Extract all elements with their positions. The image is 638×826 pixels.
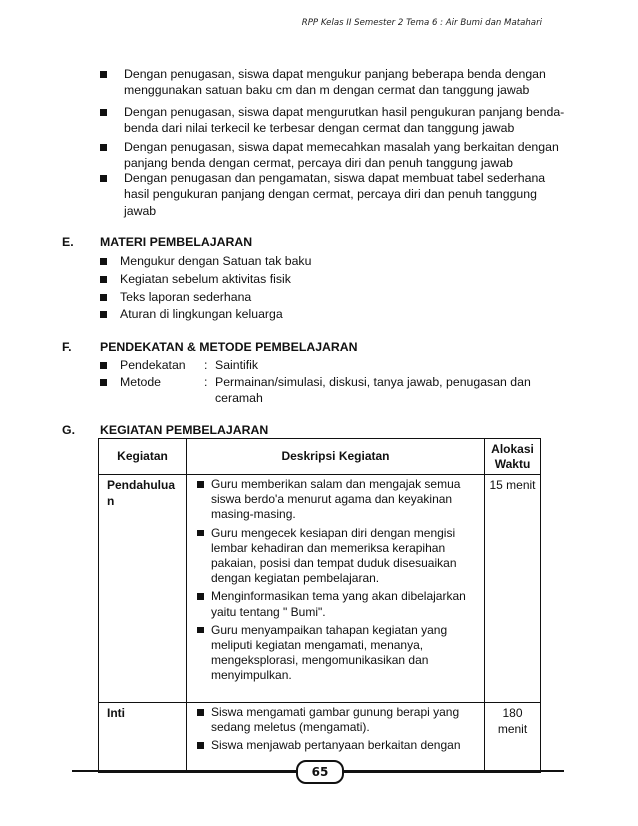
page-number: 65	[296, 760, 344, 784]
desc-bullet	[193, 589, 478, 619]
row-value: Permainan/simulasi, diskusi, tanya jawab, penugasan dan ceramah	[215, 375, 531, 405]
square-bullet-icon	[100, 144, 107, 151]
section-letter: E.	[62, 235, 74, 249]
desc-text: Siswa menjawab pertanyaan berkaitan dengan	[211, 738, 461, 753]
square-bullet-icon	[197, 742, 204, 749]
intro-bullet-text: Dengan penugasan dan pengamatan, siswa dapat membuat tabel sederhana hasil pengukuran panjang dengan cermat, percaya diri dan penuh tanggung jawab	[124, 171, 546, 218]
square-bullet-icon	[100, 109, 107, 116]
square-bullet-icon	[100, 276, 107, 283]
square-bullet-icon	[197, 530, 204, 537]
cell-kegiatan: Pendahuluan	[99, 475, 187, 703]
cell-kegiatan: Inti	[99, 703, 187, 773]
row-separator: :	[204, 358, 208, 372]
list-item-text: Mengukur dengan Satuan tak baku	[120, 254, 312, 268]
intro-bullet-text: Dengan penugasan, siswa dapat mengurutkan hasil pengukuran panjang benda-benda dari nilai terkecil ke terbesar dengan cermat dan tanggung jawab	[124, 105, 565, 136]
square-bullet-icon	[100, 175, 107, 182]
square-bullet-icon	[100, 71, 107, 78]
running-header: RPP Kelas II Semester 2 Tema 6 : Air Bumi dan Matahari	[301, 18, 542, 28]
cell-deskripsi	[187, 475, 485, 703]
desc-bullet	[193, 526, 478, 587]
desc-text: Menginformasikan tema yang akan dibelajarkan yaitu tentang " Bumi".	[211, 589, 466, 619]
square-bullet-icon	[100, 311, 107, 318]
table-header-row	[99, 439, 541, 475]
desc-bullet	[193, 477, 478, 523]
square-bullet-icon	[197, 481, 204, 488]
desc-text: Siswa mengamati gambar gunung berapi yang sedang meletus (mengamati).	[211, 705, 460, 735]
section-title: KEGIATAN PEMBELAJARAN	[100, 423, 269, 437]
intro-bullet	[100, 104, 570, 137]
square-bullet-icon	[100, 362, 107, 369]
section-title: MATERI PEMBELAJARAN	[100, 235, 253, 249]
square-bullet-icon	[197, 593, 204, 600]
intro-bullet	[100, 170, 570, 219]
row-label: Metode	[120, 375, 162, 389]
square-bullet-icon	[100, 379, 107, 386]
square-bullet-icon	[100, 294, 107, 301]
square-bullet-icon	[100, 258, 107, 265]
header-deskripsi: Deskripsi Kegiatan	[187, 439, 485, 475]
intro-bullet-text: Dengan penugasan, siswa dapat memecahkan masalah yang berkaitan dengan panjang benda dengan cermat, percaya diri dan penuh tanggung jawab	[124, 140, 559, 171]
list-item-text: Kegiatan sebelum aktivitas fisik	[120, 272, 291, 286]
square-bullet-icon	[197, 709, 204, 716]
desc-bullet	[193, 738, 478, 753]
row-separator: :	[204, 375, 208, 389]
desc-bullet	[193, 705, 478, 735]
desc-text: Guru menyampaikan tahapan kegiatan yang meliputi kegiatan mengamati, menanya, mengeksplorasi, mengomunikasikan dan menyimpulkan.	[211, 622, 448, 683]
table-row	[99, 475, 541, 703]
list-item-text: Aturan di lingkungan keluarga	[120, 307, 283, 321]
cell-waktu: 180 menit	[485, 703, 541, 773]
activity-table	[98, 438, 541, 773]
row-label: Pendekatan	[120, 358, 186, 372]
intro-bullet	[100, 66, 570, 99]
section-letter: G.	[62, 423, 75, 437]
list-item-text: Teks laporan sederhana	[120, 290, 252, 304]
square-bullet-icon	[197, 627, 204, 634]
desc-text: Guru mengecek kesiapan diri dengan mengisi lembar kehadiran dan memeriksa kerapihan pakaian, posisi dan tempat duduk disesuaikan dengan kegiatan pembelajaran.	[211, 525, 457, 586]
intro-bullet	[100, 139, 570, 172]
desc-text: Guru memberikan salam dan mengajak semua siswa berdo'a menurut agama dan keyakinan masing-masing.	[211, 477, 461, 522]
section-title: PENDEKATAN & METODE PEMBELAJARAN	[100, 340, 358, 354]
intro-bullet-text: Dengan penugasan, siswa dapat mengukur panjang beberapa benda dengan menggunakan satuan baku cm dan m dengan cermat dan tanggung jawab	[124, 67, 546, 98]
desc-bullet	[193, 623, 478, 684]
row-value: Saintifik	[215, 358, 259, 372]
section-letter: F.	[62, 340, 72, 354]
header-kegiatan: Kegiatan	[99, 439, 187, 475]
cell-waktu: 15 menit	[485, 475, 541, 703]
header-waktu: Alokasi Waktu	[485, 439, 541, 475]
